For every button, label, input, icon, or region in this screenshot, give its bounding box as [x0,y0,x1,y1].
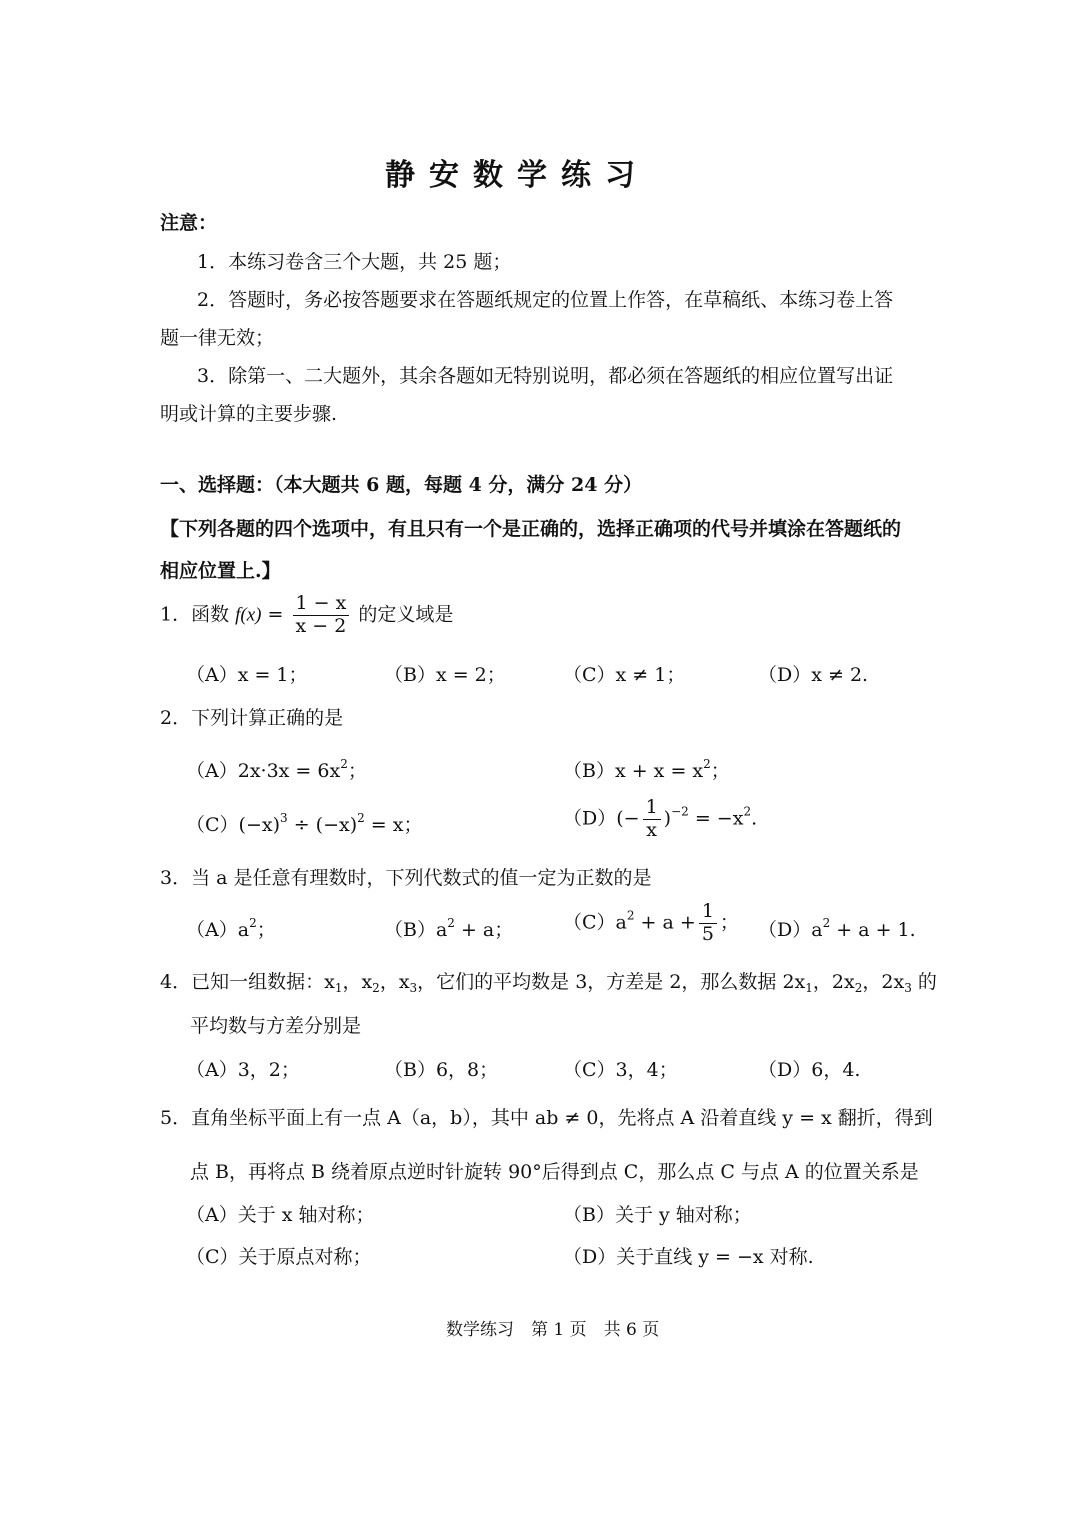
q4-option-a: （A）3，2； [186,1059,300,1081]
q5-option-a: （A）关于 x 轴对称； [186,1204,375,1226]
q2-c-part1: (−x) [238,814,281,836]
q2-b-exp: 2 [703,757,711,771]
q1-numerator: 1 − x [293,594,350,616]
page-footer: 数学练习 第 1 页 共 6 页 [446,1320,660,1340]
question-2-stem: 2．下列计算正确的是 [160,707,344,729]
q2-a-end: ； [347,760,367,782]
q2-b-label: （B） [563,760,615,782]
q3-option-a [186,915,276,942]
q2-d-exp: −2 [671,804,689,819]
q3-c-denominator: 5 [701,922,714,945]
question-5-stem: 5．直角坐标平面上有一点 A（a，b），其中 ab ≠ 0，先将点 A 沿着直线 y = x 翻折，得到 [160,1107,933,1129]
q2-c-exp2: 2 [357,811,365,825]
q2-d-end: . [751,807,758,830]
q3-c-mid: + a + [634,911,696,934]
q3-d-text: （D）a [758,919,823,941]
q2-a-label: （A） [186,760,238,782]
q2-c-exp1: 3 [280,811,288,825]
q3-c-exp: 2 [626,908,635,923]
notice-item-1: 1．本练习卷含三个大题，共 25 题； [197,251,512,273]
q5-option-b: （B）关于 y 轴对称； [563,1204,752,1226]
q2-b-expr: x + x = x [614,760,704,782]
q4-part-c: ，x [379,971,410,993]
q2-a-exp: 2 [340,757,348,771]
q3-d-end: + a + 1. [830,919,916,941]
q1-prefix: 1．函数 [160,603,236,626]
q1-fraction [293,594,350,637]
q4-part-e: ，2x [812,971,855,993]
q3-option-d [758,915,916,942]
q5-option-c: （C）关于原点对称； [186,1246,372,1268]
q2-d-numerator: 1 [643,798,661,820]
q2-c-part2: ÷ (−x) [287,814,358,836]
q3-a-exp: 2 [249,916,257,930]
notice-item-2: 2．答题时，务必按答题要求在答题纸规定的位置上作答，在草稿纸、本练习卷上答 [197,289,894,311]
q3-option-b [384,915,513,942]
q5-option-d: （D）关于直线 y = −x 对称. [563,1246,814,1268]
q3-d-exp: 2 [822,916,831,930]
q3-a-end: ； [256,919,276,941]
notice-item-2-cont: 题一律无效； [160,327,275,349]
q2-d-rhs: = −x [688,807,744,830]
q1-eq: = [261,603,290,626]
q3-b-end: + a； [454,919,514,941]
section-instruction-cont: 相应位置上.】 [160,560,281,582]
notice-heading: 注意： [160,212,218,234]
q2-d-exp2: 2 [743,804,752,819]
q4-sub2: 2 [372,981,380,995]
q4-option-c: （C）3，4； [563,1059,678,1081]
q4-part-b: ，x [342,971,373,993]
q2-option-a [186,756,367,783]
question-4-stem [160,967,937,994]
q4-sub1b: 1 [805,981,813,995]
q2-d-label: （D） [563,807,617,830]
q4-sub2b: 2 [854,981,863,995]
q4-part-f: ，2x [862,971,905,993]
q3-option-c [563,902,739,945]
q1-option-d: （D）x ≠ 2. [758,664,869,686]
q4-part-d: ，它们的平均数是 3，方差是 2，那么数据 2x [417,971,806,993]
q3-c-text: （C）a [563,911,627,934]
q2-option-d [563,798,757,841]
q3-b-exp: 2 [447,916,455,930]
q4-option-d: （D）6，4. [758,1059,861,1081]
q1-option-a: （A）x = 1； [186,664,308,686]
question-3-stem: 3．当 a 是任意有理数时，下列代数式的值一定为正数的是 [160,867,652,889]
q2-d-open: (− [616,807,640,830]
question-5-stem-cont: 点 B，再将点 B 绕着原点逆时针旋转 90°后得到点 C，那么点 C 与点 A 的位置关系是 [190,1161,919,1183]
notice-item-3-cont: 明或计算的主要步骤. [160,403,338,425]
q4-part-a: 4．已知一组数据：x [160,971,335,993]
q4-option-b: （B）6，8； [384,1059,499,1081]
q1-suffix: 的定义域是 [352,603,454,626]
q2-option-b [563,756,730,783]
q2-c-label: （C） [186,814,239,836]
notice-item-3: 3．除第一、二大题外，其余各题如无特别说明，都必须在答题纸的相应位置写出证 [197,365,894,387]
q2-d-close: ) [663,807,672,830]
page-title: 静安数学练习 [385,158,649,193]
q3-a-text: （A）a [186,919,250,941]
q3-c-numerator: 1 [699,902,717,924]
q1-option-c: （C）x ≠ 1； [563,664,686,686]
q2-b-end: ； [710,760,730,782]
q3-c-end: ； [719,911,739,934]
q4-sub3: 3 [409,981,418,995]
q2-d-denominator: x [646,818,657,841]
q1-denominator: x − 2 [295,614,347,637]
q4-sub1: 1 [334,981,343,995]
q3-b-text: （B）a [384,919,448,941]
q2-option-c [186,810,422,837]
q2-c-part3: = x； [364,814,423,836]
q2-a-expr: 2x·3x = 6x [237,760,341,782]
question-4-stem-cont: 平均数与方差分别是 [190,1015,362,1037]
q1-func: f(x) [235,604,262,626]
question-1-stem [160,594,453,637]
q1-option-b: （B）x = 2； [384,664,506,686]
section-instruction: 【下列各题的四个选项中，有且只有一个是正确的，选择正确项的代号并填涂在答题纸的 [160,518,902,540]
q2-d-fraction [643,798,661,841]
section-heading: 一、选择题：（本大题共 6 题，每题 4 分，满分 24 分） [160,474,643,496]
q3-c-fraction [699,902,717,945]
q4-part-g: 的 [911,971,937,993]
q4-sub3b: 3 [904,981,912,995]
